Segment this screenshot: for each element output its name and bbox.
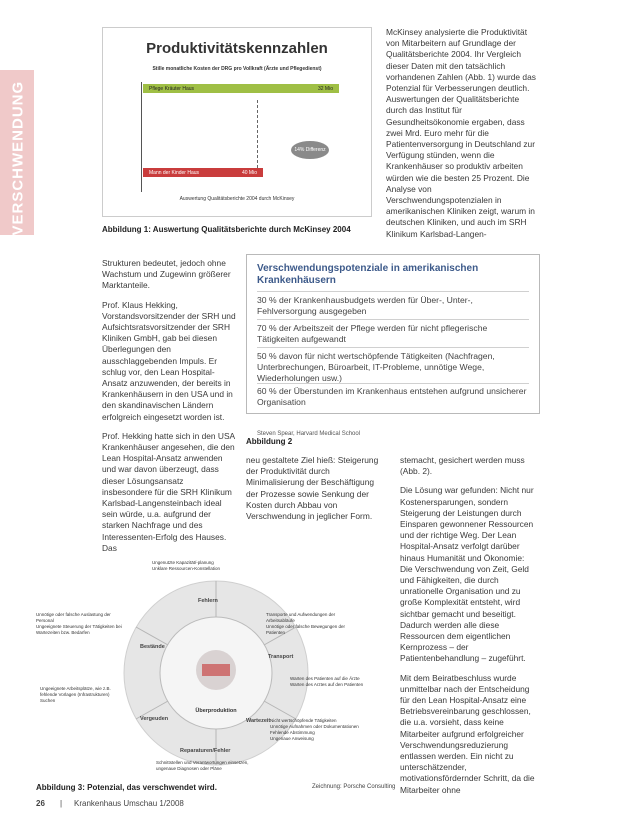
note: Unnötige oder falsche Auslastung der Personal [36, 612, 111, 623]
wheel-center-label: Überproduktion [195, 708, 237, 714]
segment-label: Bestände [140, 644, 165, 650]
note: Ungenutzte Kapazität/-planung [152, 560, 214, 565]
note-group-left2 [40, 686, 126, 704]
segment-label: Transport [268, 654, 294, 660]
page-number: 26 [36, 799, 45, 808]
paragraph: Prof. Hekking hatte sich in den USA Krankenhäuser angesehen, die den Lean Hospital-Ansatz anwenden und war davon überzeugt, dass dieser Lösungsansatz insbesondere für die SRH Klinikum Karlsbad-Langensteinbach ideal sein würde, u.a. aufgrund der starken Nachfrage und des Interessenten-Erfolg des Hauses. Das [102, 430, 235, 553]
section-label: VERSCHWENDUNG [9, 80, 27, 236]
divider [257, 319, 529, 320]
article-column-right-lower [400, 455, 538, 804]
paragraph: Mit dem Beiratbeschluss wurde unmittelbar nach der Entscheidung für den Lean Hospital-Ansatz eine Betriebsvereinbarung geschlossen, die u.a. vorsieht, dass keine Mitarbeiter aufgrund erfolgreicher Verschwendungsreduzierung entlassen werden. Ein nicht zu unterschätzender, motivationsfördernder Schritt, da die Mitarbeiter ohne [400, 672, 535, 795]
publication-name: Krankenhaus Umschau 1/2008 [74, 799, 184, 808]
note: Ungenaue Anweisung [270, 736, 314, 741]
figure-waste-wheel [36, 568, 396, 778]
segment-label: Fehlern [198, 598, 218, 604]
note: Ungeeignete Arbeitsplätze, wie z.B. fehlende Vorlagen (Infrastrukturen) [40, 686, 111, 697]
paragraph: Strukturen bedeutet, jedoch ohne Wachstum und Zugewinn größerer Marktanteile. [102, 258, 231, 291]
note-group-right3 [270, 718, 362, 742]
box-item: 60 % der Überstunden im Krankenhaus entstehen aufgrund unsicherer Organisation [257, 386, 527, 407]
article-column-left [102, 258, 236, 562]
box-item: 50 % davon für nicht wertschöpfende Tätigkeiten (Nachfragen, Unterbrechungen, Büroarbeit, IT-Probleme, unnötige Wege, Wiederholungen usw.) [257, 351, 495, 383]
difference-bubble: 14% Differenz [291, 141, 329, 159]
note: Warten des Patienten auf die Ärzte [290, 676, 360, 681]
paragraph: neu gestaltete Ziel hieß: Steigerung der Produktivität durch Minimalisierung der Beschäftigung der Prozesse sowie Senkung der Kosten durch Abbau von Verschwendung in jeglicher Form. [246, 455, 379, 522]
note: Schnittstellen und Verantwortungen einsetzen, ungenaue Diagnosen oder Pläne [156, 760, 249, 771]
note: Unklare Ressourcen-Konstellation [152, 566, 221, 571]
bar-bottom-label: Mann der Kinder Haus [149, 169, 200, 176]
divider [257, 291, 529, 292]
bar-top [143, 84, 339, 93]
note: Unnötige oder falsche Bewegungen der Patienten [266, 624, 346, 635]
bar-top-label: Pflege Kräuter Haus [149, 85, 195, 92]
box-item: 30 % der Krankenhausbudgets werden für Über-, Unter-, Fehlversorgung ausgegeben [257, 295, 473, 316]
divider [257, 347, 529, 348]
box-title: Verschwendungspotenziale in amerikanischen Krankenhäusern [257, 263, 479, 286]
note-group-top [152, 560, 272, 572]
figure3-credit: Zeichnung: Porsche Consulting [312, 784, 396, 790]
divider [257, 383, 529, 384]
figure-productivity [102, 27, 372, 217]
paragraph: Die Lösung war gefunden: Nicht nur Kostenersparungen, sondern Steigerung der Leistungen durch Einsparen gewonnener Ressourcen und der richtige Weg. Der Lean Hospital-Ansatz verfolgt darüber hinaus Humanität und Ökonomie: Die Verschwendung von Zeit, Geld und Fähigkeiten, die durch unrationelle Organisation und zu große Komplexität entsteht, wird sichtbar gemacht und beseitigt. Dadurch werden alle diese Ressourcen dem eigentlichen Kernprozess – der Patientenbehandlung – zugeführt. [400, 485, 534, 664]
note: Transporte und Aufwendungen der Arbeitsabläufe [266, 612, 336, 623]
note-group-left1 [36, 612, 126, 636]
note: Unnötige Aufnahmen oder Dokumentationen [270, 724, 359, 729]
footer-separator: | [60, 799, 63, 808]
box-source: Steven Spear, Harvard Medical School [257, 431, 361, 437]
bar-bottom [143, 168, 263, 177]
note: Warten des Arztes auf den Patienten [290, 682, 364, 687]
box-waste-potential [246, 254, 540, 437]
note: Fehlende Abstimmung [270, 730, 315, 735]
note: Ungeeignete Steuerung der Tätigkeiten bei Wartezeiten bzw. Bedarfen [36, 624, 122, 635]
note-group-right1 [266, 612, 358, 636]
bar-bottom-value: 40 Mio [241, 169, 257, 176]
note: Suchen [40, 698, 56, 703]
paragraph: stemacht, gesichert werden muss (Abb. 2). [400, 455, 525, 477]
note-group-right2 [290, 676, 376, 688]
article-column-middle-lower [246, 455, 380, 530]
paragraph: McKinsey analysierte die Produktivität von Mitarbeitern auf Grundlage der Qualitätsberichte 2004. Ihr Vergleich dieser Daten mit den tatsächlich vorhandenen Zahlen (Abb. 1) wurde das Potenzial für Verbesserungen deutlich. Auswertungen der Qualitätsberichte durch das Institut für Gesundheitsökonomie ergaben, dass zwei Mrd. Euro mehr für die Patientenversorgung in Deutschland zur Verfügung stünden, wenn die Krankenhäuser so produktiv arbeiten würden wie die besten 25 Prozent. Die Analyse von Verschwendungspotenzialen in amerikanischen Kliniken zeigt, warum in deutschen Kliniken, und auch im SRH Klinikum Karlsbad-Langen- [386, 27, 536, 239]
box-item: 70 % der Arbeitszeit der Pflege werden für nicht pflegerische Tätigkeiten aufgewandt [257, 323, 488, 344]
figure2-caption: Abbildung 2 [246, 437, 293, 446]
chart-axis [141, 82, 142, 192]
figure-title: Produktivitätskennzahlen [146, 40, 328, 57]
figure3-caption: Abbildung 3: Potenzial, das verschwendet wird. [36, 783, 217, 792]
figure1-caption: Abbildung 1: Auswertung Qualitätsberichte durch McKinsey 2004 [102, 225, 351, 234]
note-group-bottom [156, 760, 266, 772]
note: Nicht wertschöpfende Tätigkeiten [270, 718, 337, 723]
segment-label: Wartezeit [246, 718, 271, 724]
segment-label: Vergeuden [140, 716, 169, 722]
drop-line [257, 100, 259, 168]
figure-source: Auswertung Qualitätsberichte 2004 durch McKinsey [179, 196, 295, 202]
figure-subtitle: Stille monatliche Kosten der DRG pro Vollkraft (Ärzte und Pflegedienst) [152, 66, 322, 72]
bar-top-value: 32 Mio [317, 85, 333, 92]
paragraph: Prof. Klaus Hekking, Vorstandsvorsitzender der SRH und Aufsichtsratsvorsitzender der SRH Kliniken GmbH, gab bei diesen Überlegungen den ausschlaggebenden Impuls. Er schlug vor, den Lean Hospital-Ansatz anzuwenden, der bereits in Krankenhäusern in den USA und in den skandinavischen Ländern erfolgreich eingesetzt worden ist. [102, 299, 236, 422]
article-column-right-top [386, 27, 536, 248]
segment-label: Reparaturen/Fehler [180, 748, 231, 754]
